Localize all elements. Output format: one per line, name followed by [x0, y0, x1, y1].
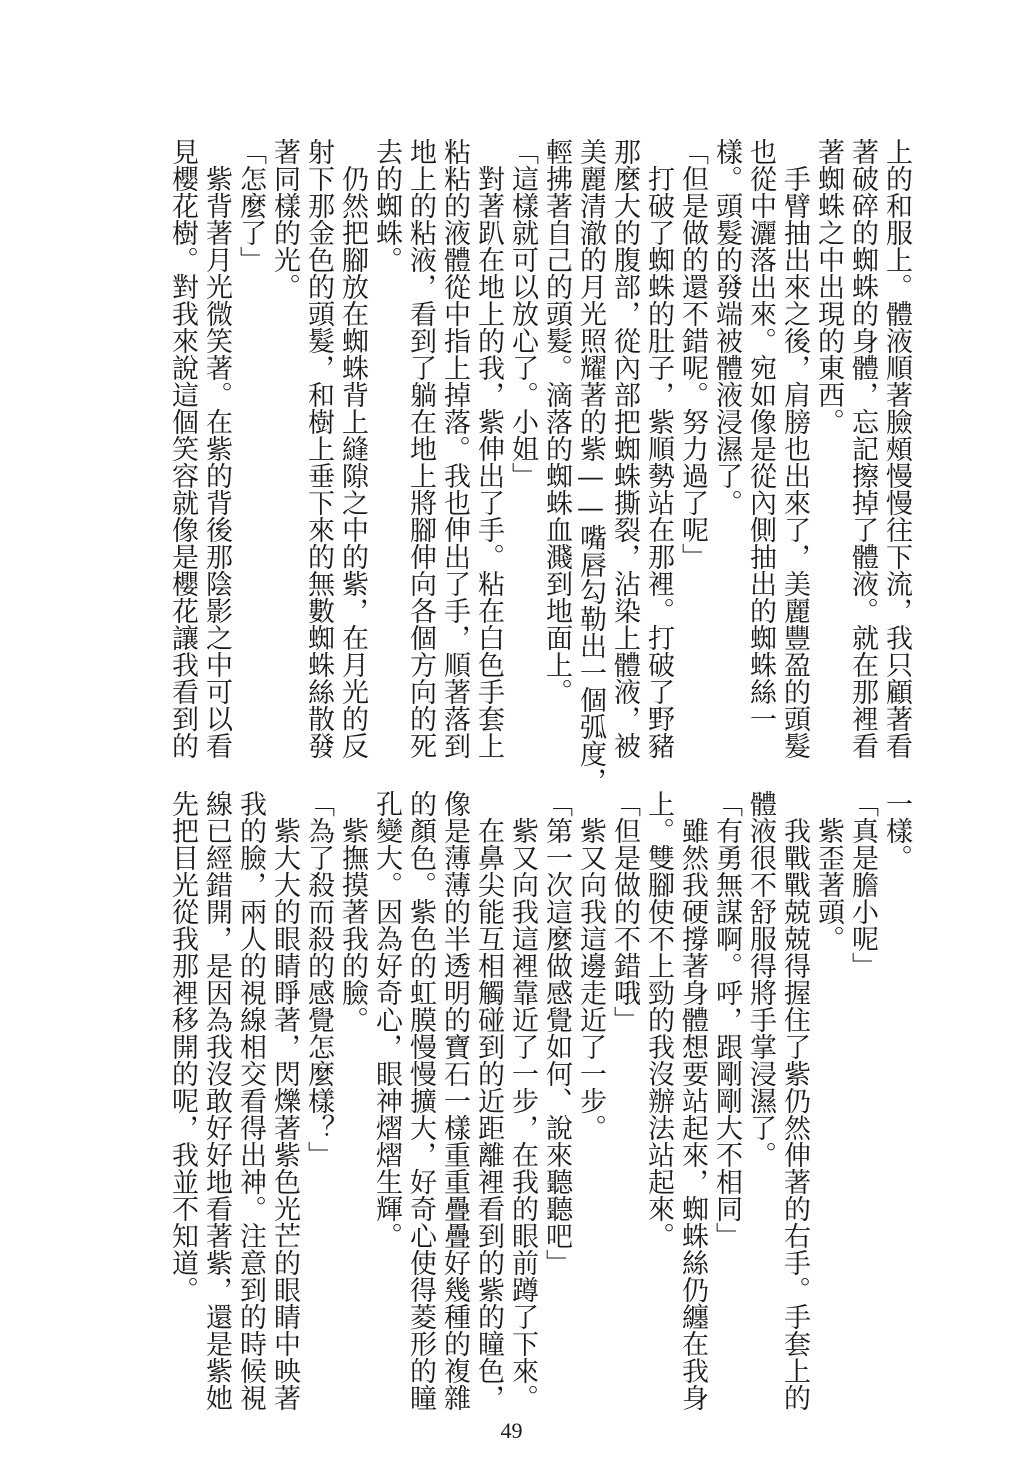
text-line: 仍然把腳放在蜘蛛背上縫隙之中的紫，在月光的反: [337, 138, 368, 759]
text-line: 美麗清澈的月光照耀著的紫——嘴唇勾勒出一個弧度，: [575, 138, 606, 794]
text-line: 輕拂著自己的頭髮。滴落的蜘蛛血濺到地面上。: [541, 138, 572, 705]
text-line: 粘粘的液體從中指上掉落。我也伸出了手，順著落到: [439, 138, 470, 759]
text-line: 的顏色。紫色的虹膜慢慢擴大，好奇心使得菱形的瞳: [405, 790, 436, 1411]
text-line: 打破了蜘蛛的肚子，紫順勢站在那裡。打破了野豬: [643, 138, 674, 759]
text-line: 對著趴在地上的我，紫伸出了手。粘在白色手套上: [473, 138, 504, 759]
text-line: 「真是膽小呢」: [847, 790, 878, 979]
text-line: 在鼻尖能互相觸碰到的近距離裡看到的紫的瞳色，: [473, 790, 504, 1411]
text-line: 紫又向我這裡靠近了一步，在我的眼前蹲了下來。: [507, 790, 538, 1411]
text-line: 線已經錯開，是因為我沒敢好好地看著紫，還是紫她: [201, 790, 232, 1411]
text-line: 雖然我硬撐著身體想要站起來，蜘蛛絲仍纏在我身: [677, 790, 708, 1411]
text-line: 「但是做的還不錯呢。努力過了呢」: [677, 138, 708, 570]
text-line: 去的蜘蛛。: [371, 138, 402, 273]
text-line: 「有勇無謀啊。呼，跟剛剛大不相同」: [711, 790, 742, 1249]
text-line: 孔變大。因為好奇心，眼神熠熠生輝。: [371, 790, 402, 1249]
text-line: 紫背著月光微笑著。在紫的背後那陰影之中可以看: [201, 138, 232, 759]
text-line: 先把目光從我那裡移開的呢，我並不知道。: [167, 790, 198, 1303]
text-block-bottom: [165, 790, 913, 1430]
text-line: 射下那金色的頭髮，和樹上垂下來的無數蜘蛛絲散發: [303, 138, 334, 759]
text-line: 「為了殺而殺的感覺怎麼樣？」: [303, 790, 334, 1168]
text-line: 著破碎的蜘蛛的身體，忘記擦掉了體液。就在那裡看: [847, 138, 878, 759]
text-line: 上的和服上。體液順著臉頰慢慢往下流，我只顧著看: [881, 138, 912, 759]
text-line: 像是薄薄的半透明的寶石一樣重重疊疊好幾種的複雜: [439, 790, 470, 1411]
text-line: 著蜘蛛之中出現的東西。: [813, 138, 844, 435]
text-line: 體液很不舒服得將手掌浸濕了。: [745, 790, 776, 1168]
text-line: 我的臉，兩人的視線相交看得出神。注意到的時候視: [235, 790, 266, 1411]
text-line: 上。雙腳使不上勁的我沒辦法站起來。: [643, 790, 674, 1249]
text-line: 紫大大的眼睛睜著，閃爍著紫色光芒的眼睛中映著: [269, 790, 300, 1411]
text-line: 「怎麼了」: [235, 138, 266, 273]
text-line: 地上的粘液，看到了躺在地上將腳伸向各個方向的死: [405, 138, 436, 759]
text-line: 紫撫摸著我的臉。: [337, 790, 368, 1033]
text-line: 著同樣的光。: [269, 138, 300, 300]
text-line: 紫歪著頭。: [813, 790, 844, 952]
text-line: 樣。頭髮的發端被體液浸濕了。: [711, 138, 742, 516]
text-line: 見櫻花樹。對我來說這個笑容就像是櫻花讓我看到的: [167, 138, 198, 759]
text-line: 也從中灑落出來。宛如像是從內側抽出的蜘蛛絲一: [745, 138, 776, 732]
text-line: 「第一次這麼做感覺如何、說來聽聽吧」: [541, 790, 572, 1276]
text-line: 「但是做的不錯哦」: [609, 790, 640, 1033]
text-line: 手臂抽出來之後，肩膀也出來了，美麗豐盈的頭髮: [779, 138, 810, 759]
text-line: 那麼大的腹部，從內部把蜘蛛撕裂，沾染上體液，被: [609, 138, 640, 759]
text-line: 「這樣就可以放心了。小姐」: [507, 138, 538, 489]
text-block-top: [165, 138, 913, 794]
text-line: 紫又向我這邊走近了一步。: [575, 790, 606, 1141]
text-line: 我戰戰兢兢得握住了紫仍然伸著的右手。手套上的: [779, 790, 810, 1411]
text-line: 一樣。: [881, 790, 912, 871]
page-number: 49: [500, 1418, 523, 1443]
